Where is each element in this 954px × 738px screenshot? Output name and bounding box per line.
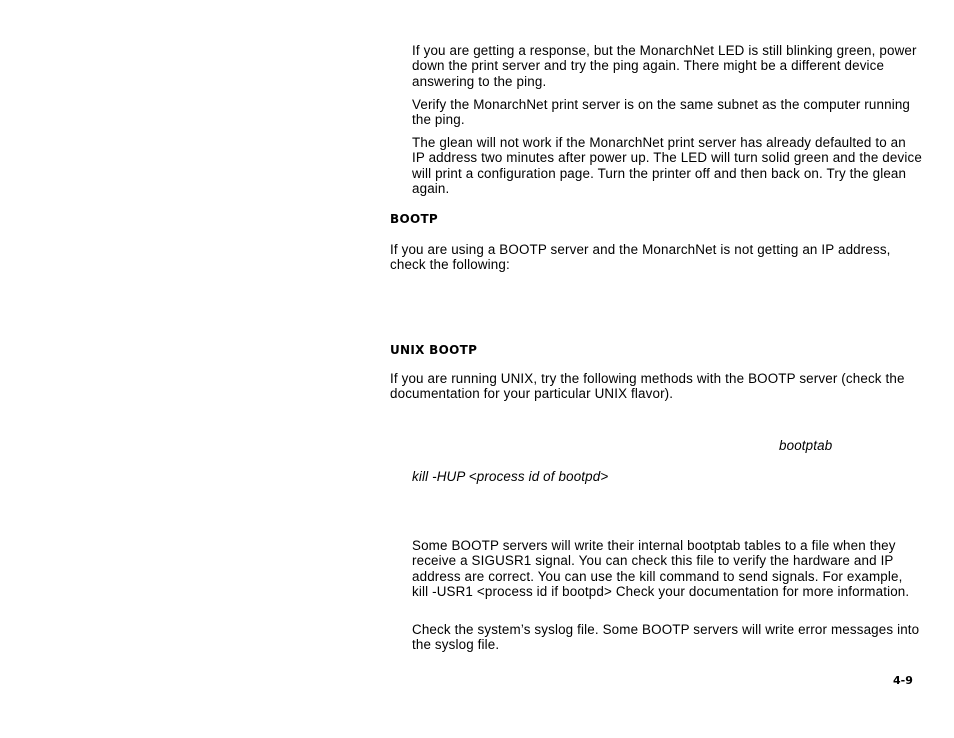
paragraph-syslog: Check the system’s syslog file. Some BOOTP servers will write error messages into the syslog file. <box>412 622 920 653</box>
paragraph-unix-intro: If you are running UNIX, try the following methods with the BOOTP server (check the documentation for your particular UNIX flavor). <box>390 371 905 402</box>
paragraph-bootp-intro: If you are using a BOOTP server and the MonarchNet is not getting an IP address, check the following: <box>390 242 891 273</box>
kill-command: kill -HUP <process id of bootpd> <box>412 469 609 484</box>
paragraph-ping-response: If you are getting a response, but the MonarchNet LED is still blinking green, power down the print server and try the ping again. There might be a different device answering to the ping. <box>412 43 917 89</box>
bootptab-term: bootptab <box>779 438 833 453</box>
heading-bootp: BOOTP <box>390 212 439 226</box>
paragraph-sigusr1: Some BOOTP servers will write their internal bootptab tables to a file when they receive a SIGUSR1 signal. You can check this file to verify the hardware and IP address are correct. You can use the kill command to send signals. For example, kill -USR1 <process id if bootpd> Check your documentation for more information. <box>412 538 910 600</box>
heading-unix-bootp: UNIX BOOTP <box>390 343 478 357</box>
page-number: 4-9 <box>893 674 913 687</box>
paragraph-verify-subnet: Verify the MonarchNet print server is on the same subnet as the computer running the ping. <box>412 97 911 128</box>
paragraph-glean: The glean will not work if the MonarchNet print server has already defaulted to an IP address two minutes after power up. The LED will turn solid green and the device will print a configuration page. Turn the printer off and then back on. Try the glean again. <box>412 135 922 197</box>
